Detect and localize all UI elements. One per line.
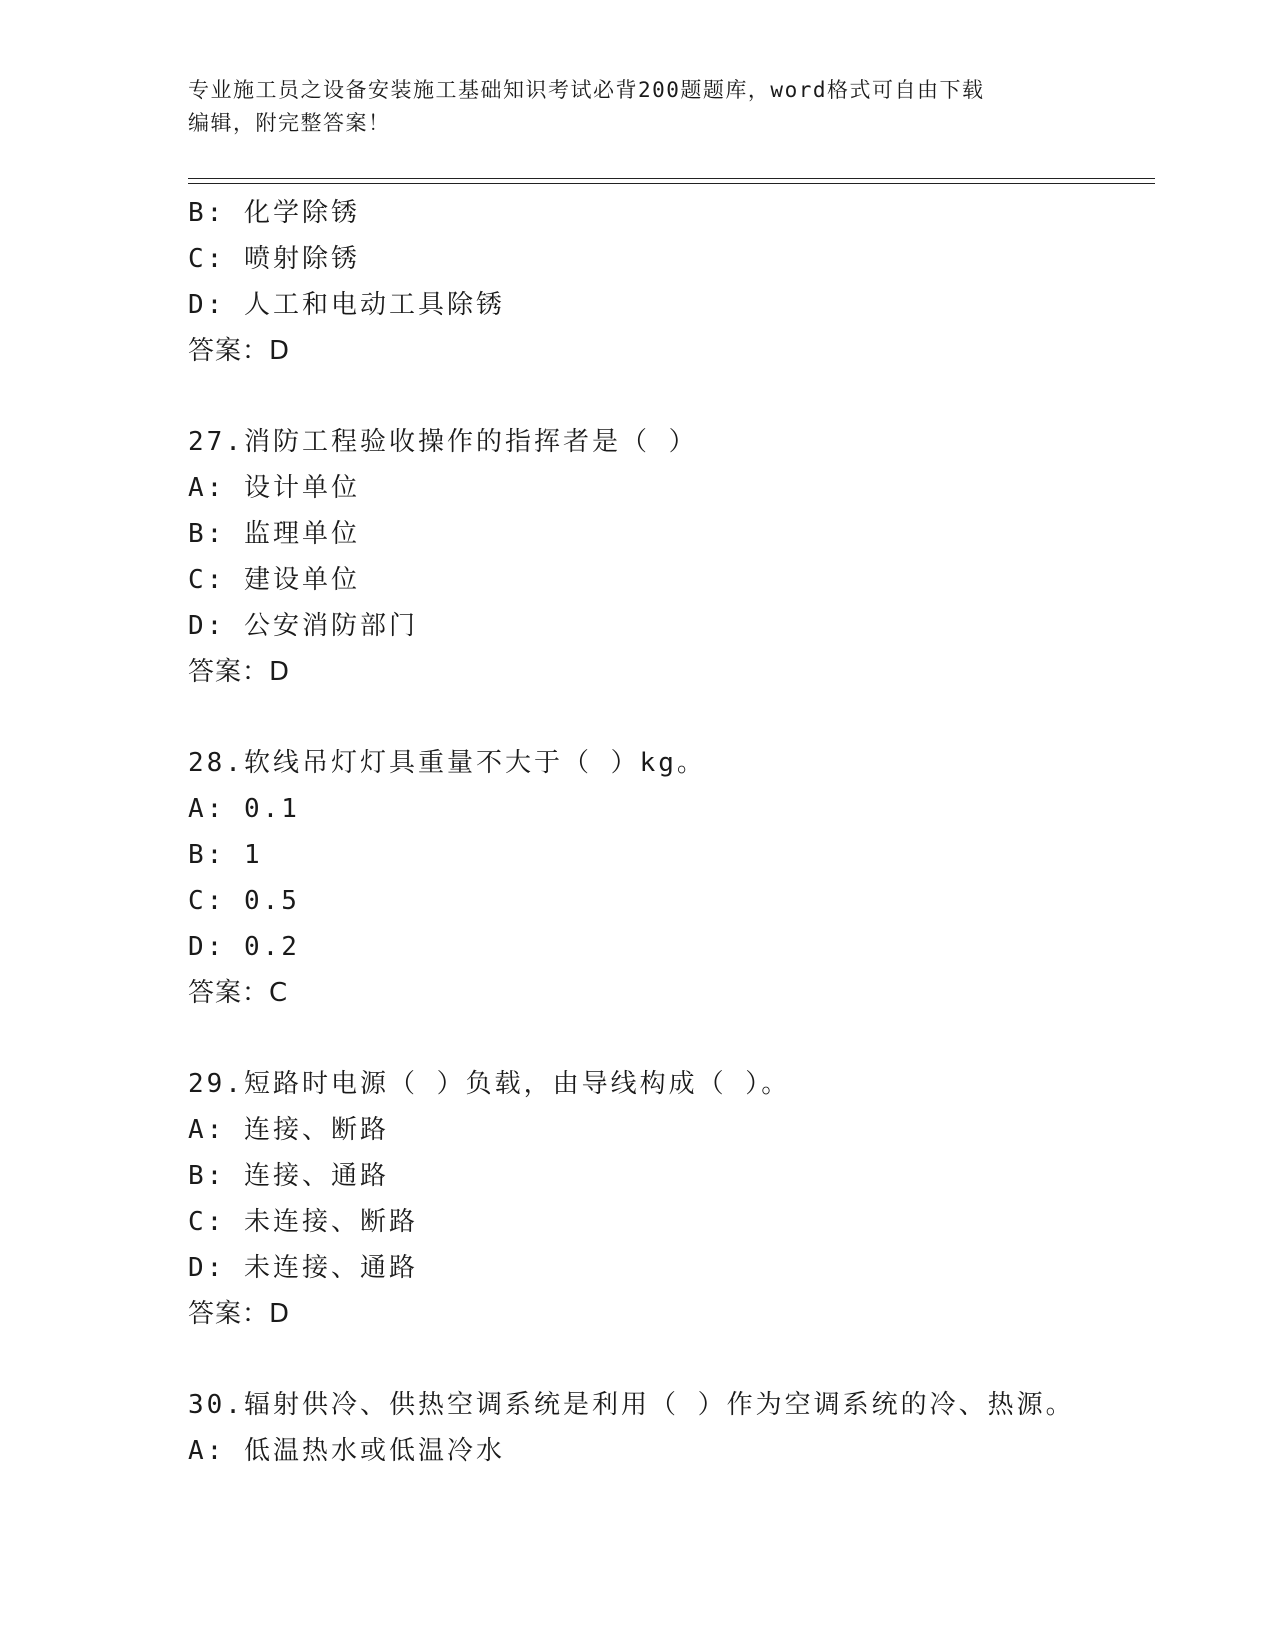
answer-line: 答案：D [188, 657, 291, 687]
option-a: A: 0.1 [188, 794, 300, 824]
option-c: C: 建设单位 [188, 565, 360, 595]
option-d: D: 公安消防部门 [188, 611, 418, 641]
option-d: D: 0.2 [188, 932, 300, 962]
option-b: B: 1 [188, 840, 263, 870]
option-b: B: 监理单位 [188, 519, 360, 549]
option-d: D: 未连接、通路 [188, 1253, 418, 1283]
option-c: C: 未连接、断路 [188, 1207, 418, 1237]
question-30 [188, 1382, 1188, 1474]
option-a: A: 设计单位 [188, 473, 360, 503]
header-divider-bottom [188, 183, 1155, 184]
question-26-continued [188, 190, 1188, 374]
question-stem: 29.短路时电源（ ）负载，由导线构成（ ）。 [188, 1069, 791, 1099]
question-stem: 30.辐射供冷、供热空调系统是利用（ ）作为空调系统的冷、热源。 [188, 1390, 1075, 1420]
answer-line: 答案：D [188, 336, 291, 366]
question-29 [188, 1061, 1188, 1337]
header-line-1: 专业施工员之设备安装施工基础知识考试必背200题题库，word格式可自由下载 [188, 78, 985, 102]
answer-line: 答案：C [188, 978, 289, 1008]
answer-line: 答案：D [188, 1299, 291, 1329]
option-b: B: 化学除锈 [188, 198, 360, 228]
question-28 [188, 740, 1188, 1016]
option-a: A: 连接、断路 [188, 1115, 389, 1145]
header-line-2: 编辑，附完整答案！ [188, 111, 391, 135]
option-b: B: 连接、通路 [188, 1161, 389, 1191]
option-a: A: 低温热水或低温冷水 [188, 1436, 505, 1466]
option-c: C: 喷射除锈 [188, 244, 360, 274]
option-d: D: 人工和电动工具除锈 [188, 290, 505, 320]
header-divider-top [188, 178, 1155, 179]
question-stem: 27.消防工程验收操作的指挥者是（ ） [188, 427, 698, 457]
question-27 [188, 419, 1188, 695]
document-header [188, 74, 1088, 140]
option-c: C: 0.5 [188, 886, 300, 916]
question-stem: 28.软线吊灯灯具重量不大于（ ）kg。 [188, 748, 706, 778]
question-list [188, 190, 1188, 1474]
